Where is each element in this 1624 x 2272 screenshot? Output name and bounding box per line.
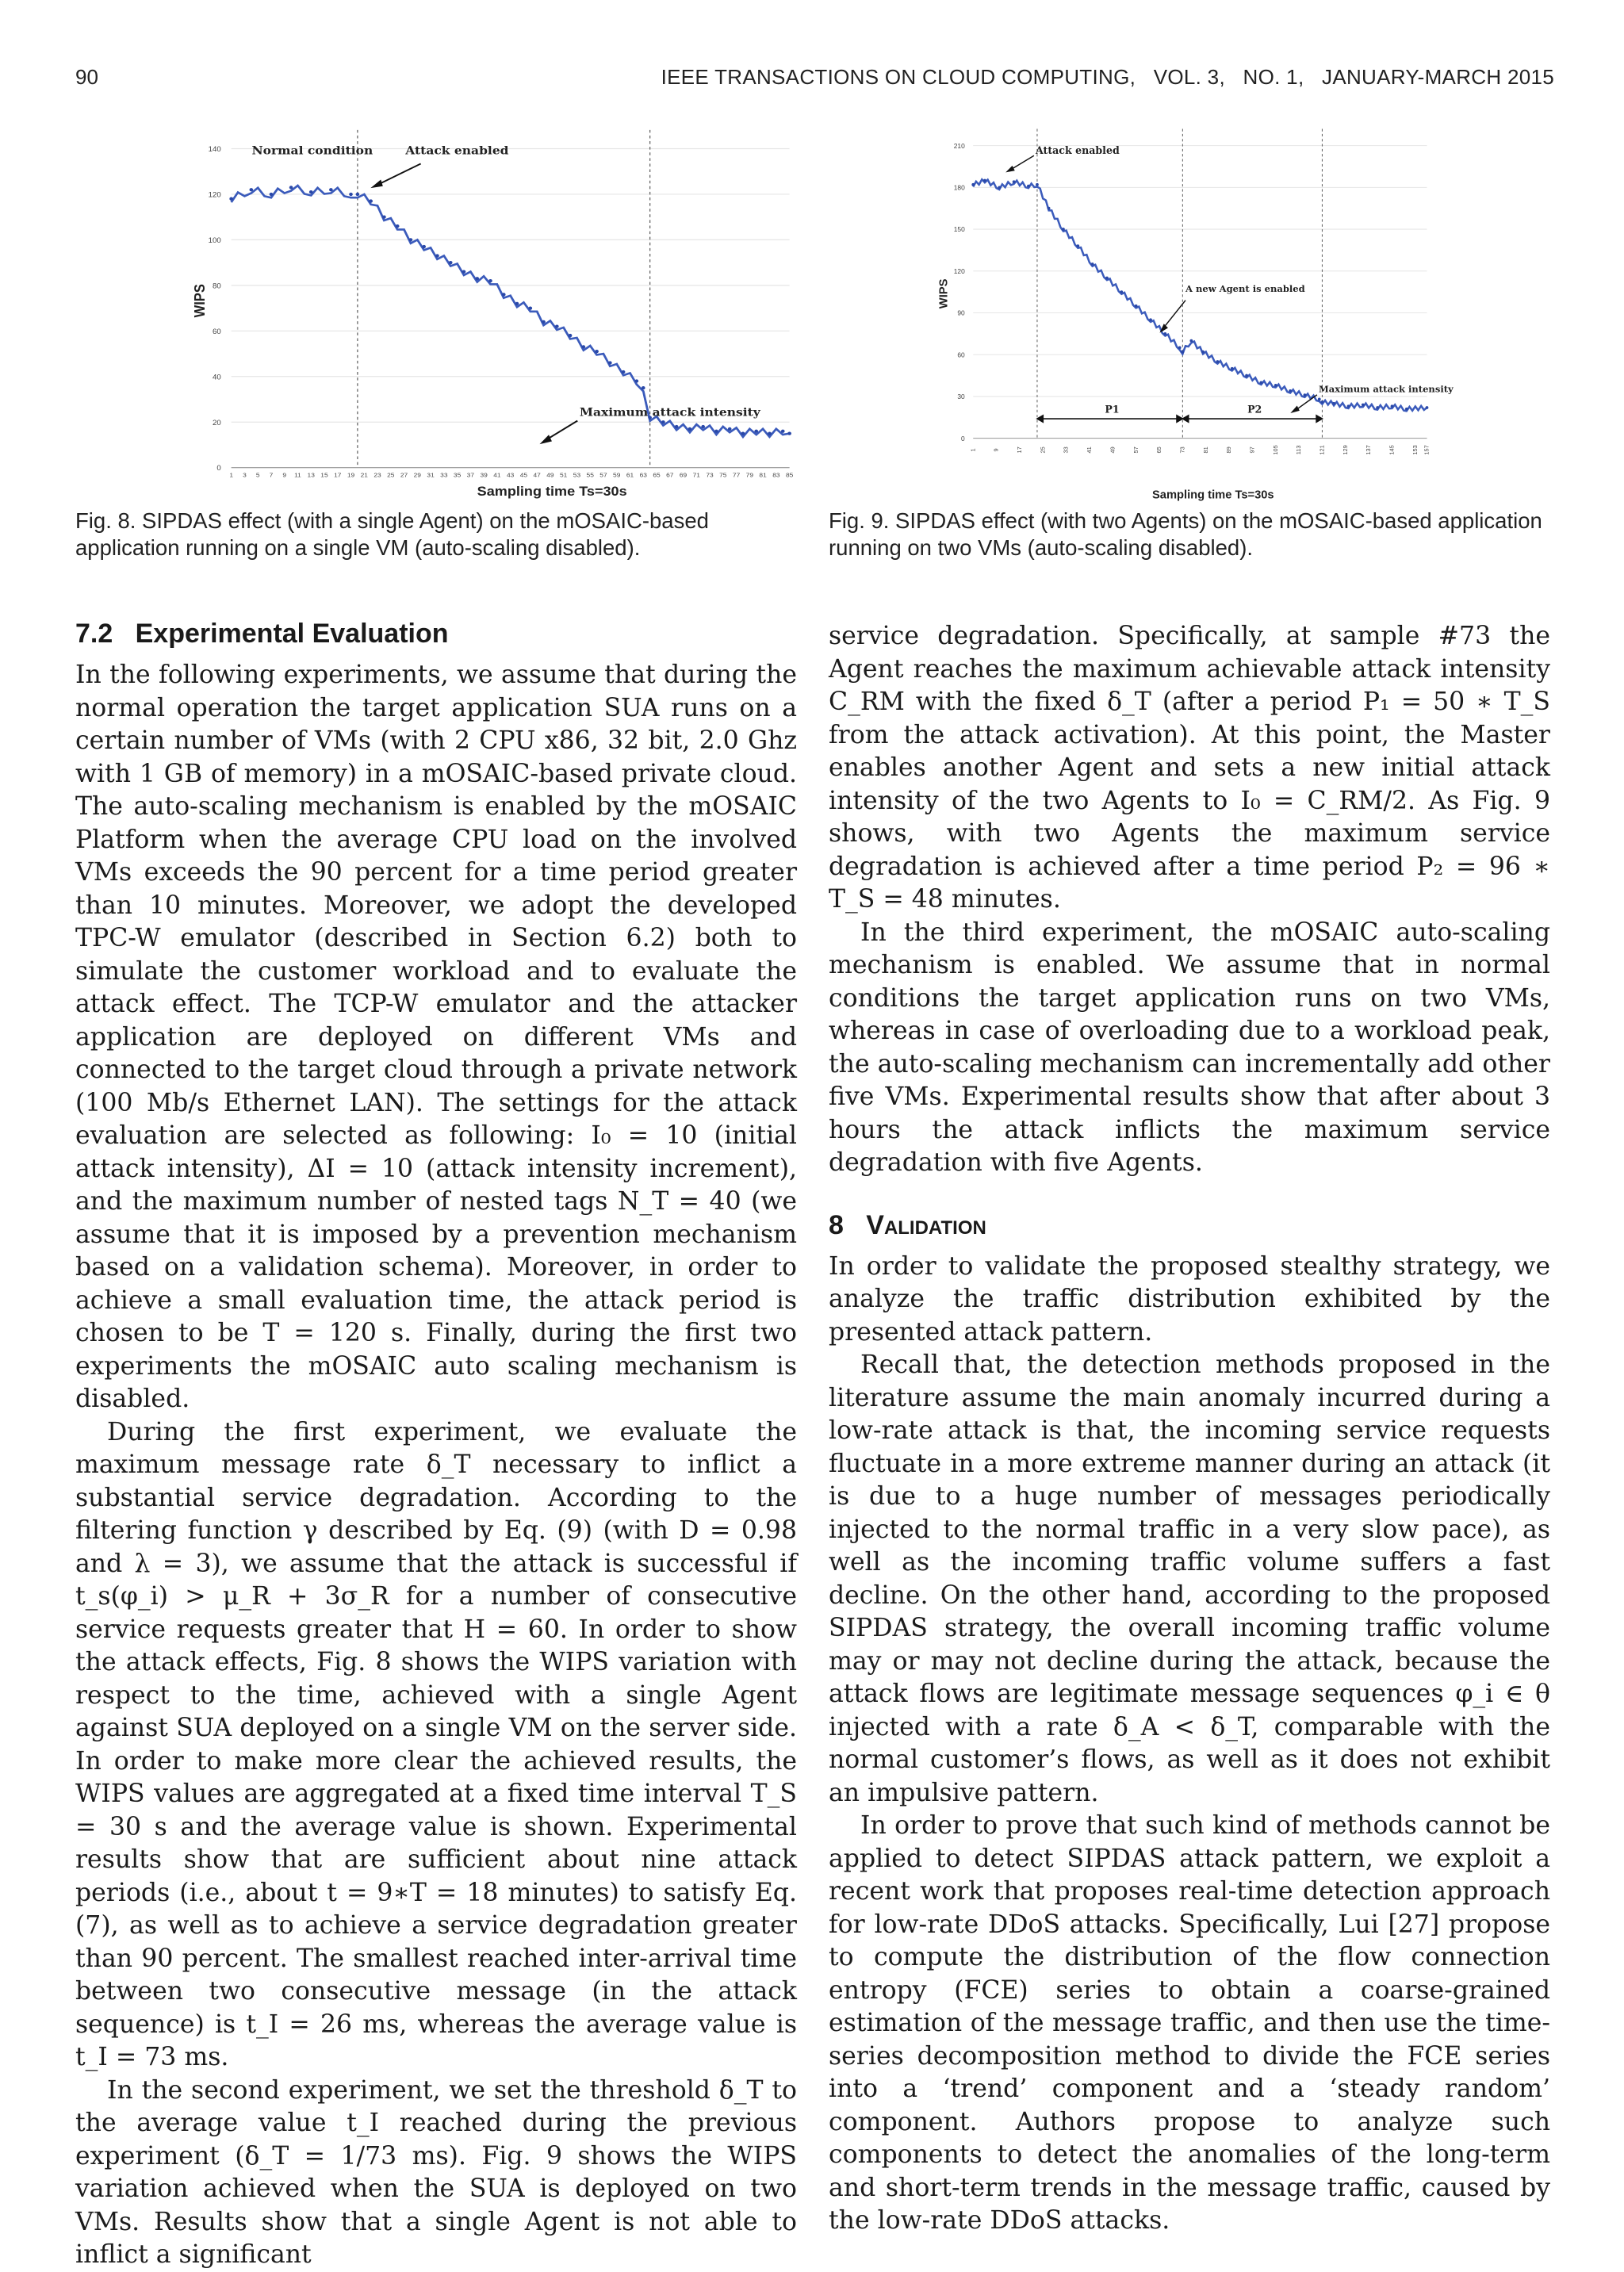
fig9-arrow-new-agent bbox=[1162, 301, 1185, 330]
paragraph: In order to validate the proposed stealthy strategy, we analyze the traffic distribution exhibited by the presented attack pattern. bbox=[829, 1251, 1550, 1347]
f8-xtick-label: 75 bbox=[719, 471, 727, 479]
f9-xtick-label: 25 bbox=[1039, 446, 1047, 454]
f8-data-point bbox=[787, 431, 791, 435]
f8-data-point bbox=[728, 427, 732, 431]
f8-ytick-label: 0 bbox=[216, 464, 221, 473]
f8-xtick-label: 81 bbox=[759, 471, 767, 479]
f9-xtick-label: 137 bbox=[1365, 445, 1373, 455]
f8-xtick-label: 5 bbox=[255, 471, 260, 479]
f8-xtick-label: 83 bbox=[772, 471, 780, 479]
f8-xtick-label: 27 bbox=[400, 471, 408, 479]
f8-xtick-label: 3 bbox=[243, 471, 247, 479]
f8-ytick-label: 60 bbox=[212, 328, 221, 335]
f8-data-point bbox=[542, 320, 546, 324]
f8-ytick-label: 40 bbox=[212, 373, 221, 381]
fig9-ylabel: WIPS bbox=[937, 278, 951, 309]
f8-data-point bbox=[422, 245, 426, 248]
f9-xtick-label: 121 bbox=[1318, 445, 1326, 455]
f8-data-point bbox=[595, 350, 599, 353]
f8-xtick-label: 53 bbox=[573, 471, 581, 479]
f8-xtick-label: 29 bbox=[413, 471, 421, 479]
fig8-xlabel: Sampling time Ts=30s bbox=[477, 483, 627, 499]
f8-xtick-label: 69 bbox=[679, 471, 688, 479]
section-title-8 bbox=[829, 1210, 1550, 1241]
f9-xtick-label: 57 bbox=[1132, 446, 1139, 454]
f8-xtick-label: 77 bbox=[732, 471, 741, 479]
f9-ytick-label: 180 bbox=[953, 183, 965, 192]
f9-ytick-label: 60 bbox=[957, 351, 965, 359]
fig8-annotation-normal: Normal condition bbox=[251, 144, 373, 158]
f9-xtick-label: 41 bbox=[1086, 446, 1094, 454]
fig9-arrowhead-max bbox=[1290, 406, 1300, 413]
paragraph: In the third experiment, the mOSAIC auto-scaling mechanism is enabled. We assume that in normal conditions the target application runs on two VMs, whereas in case of overloading due to a workload peak, the auto-scaling mechanism can incrementally add other five VMs. Experimental results show that after about 3 hours the attack inflicts the maximum service degradation with five Agents. bbox=[829, 918, 1550, 1177]
f8-data-point bbox=[356, 193, 360, 196]
f9-data-point bbox=[1391, 404, 1394, 408]
f8-xtick-label: 9 bbox=[282, 471, 287, 479]
f8-data-point bbox=[569, 334, 573, 337]
f8-xtick-label: 43 bbox=[506, 471, 515, 479]
f8-data-point bbox=[688, 427, 692, 431]
f9-data-point bbox=[1362, 404, 1365, 407]
section-number: 8 bbox=[829, 1209, 844, 1240]
f8-data-point bbox=[309, 190, 313, 193]
f9-data-point bbox=[1076, 244, 1079, 247]
fig9-period-arrowhead bbox=[1037, 416, 1043, 422]
f8-xtick-label: 31 bbox=[427, 471, 435, 479]
fig8-arrowhead-max bbox=[539, 435, 552, 444]
paragraph: In order to prove that such kind of methods cannot be applied to detect SIPDAS attack pattern, we exploit a recent work that proposes real-time detection approach for low-rate DDoS attacks. Specifically, Lui [27] propose to compute the distribution of the flow connection entropy (FCE) series to obtain a coarse-grained estimation of the message traffic, and then use the time-series decomposition method to divide the FCE series into a ‘trend’ component and a ‘steady random’ component. Authors propose to analyze such components to detect the anomalies of the long-term and short-term trends in the message traffic, caused by the low-rate DDoS attacks. bbox=[829, 1811, 1550, 2235]
f8-data-point bbox=[754, 430, 758, 433]
f8-xtick-label: 71 bbox=[692, 471, 700, 479]
fig8-chart bbox=[190, 121, 805, 505]
f8-data-point bbox=[369, 199, 373, 202]
f8-data-point bbox=[229, 197, 233, 201]
f9-data-point bbox=[1332, 402, 1335, 405]
fig9-period-arrowhead bbox=[1316, 416, 1322, 422]
f9-data-point bbox=[1036, 183, 1039, 186]
paragraph: In the following experiments, we assume that during the normal operation the target application SUA runs on a certain number of VMs (with 2 CPU x86, 32 bit, 2.0 Ghz with 1 GB of memory) in a mOSAIC-based private cloud. The auto-scaling mechanism is enabled by the mOSAIC Platform when the average CPU load on the involved VMs exceeds the 90 percent for a time period greater than 10 minutes. Moreover, we adopt the developed TPC-W emulator (described in Section 6.2) both to simulate the customer workload and to evaluate the attack effect. The TCP-W emulator and the attacker application are deployed on different VMs and connected to the target cloud through a private network (100 Mb/s Ethernet LAN). The settings for the attack evaluation are selected as following: I₀ = 10 (initial attack intensity), ΔI = 10 (attack intensity increment), and the maximum number of nested tags N_T = 40 (we assume that it is imposed by a prevention mechanism based on a validation schema). Moreover, in order to achieve a small evaluation time, the attack period is chosen to be T = 120 s. Finally, during the first two experiments the mOSAIC auto scaling mechanism is disabled. bbox=[75, 661, 797, 1413]
f9-ytick-label: 120 bbox=[953, 266, 965, 275]
f8-xtick-label: 39 bbox=[480, 471, 488, 479]
f9-data-point bbox=[1149, 318, 1152, 321]
f9-xtick-label: 73 bbox=[1178, 446, 1186, 454]
section-title-7-2: 7.2 Experimental Evaluation bbox=[75, 619, 449, 649]
f9-ytick-label: 210 bbox=[953, 141, 965, 150]
f8-xtick-label: 13 bbox=[307, 471, 315, 479]
f8-data-point bbox=[768, 431, 772, 435]
f8-data-point bbox=[675, 425, 679, 428]
f9-ytick-label: 90 bbox=[957, 308, 965, 317]
f8-xtick-label: 61 bbox=[626, 471, 634, 479]
f9-data-point bbox=[1245, 374, 1248, 377]
f9-data-point bbox=[1201, 351, 1205, 354]
f9-xtick-label: 1 bbox=[969, 448, 977, 452]
figure-8-caption: Fig. 8. SIPDAS effect (with a single Agent) on the mOSAIC-based application running on a single VM (auto-scaling disabled). bbox=[75, 508, 709, 560]
f9-xtick-label: 157 bbox=[1423, 445, 1431, 455]
f9-data-point bbox=[1120, 290, 1123, 293]
f8-ytick-label: 140 bbox=[208, 145, 221, 153]
paragraph: Recall that, the detection methods proposed in the literature assume the main anomaly incurred during a low-rate attack is that, the incoming service requests fluctuate in a more extreme manner during an attack (it is due to a huge number of messages periodically injected to the normal traffic in a very slow pace), as well as the incoming traffic volume suffers a fast decline. On the other hand, according to the proposed SIPDAS strategy, the overall incoming traffic volume may or may not decline during the attack, because the attack flows are legitimate message sequences φ_i ∈ θ injected with a rate δ_A < δ_T, comparable with the normal customer’s flows, as well as it does not exhibit an impulsive pattern. bbox=[829, 1351, 1550, 1807]
journal-header: IEEE TRANSACTIONS ON CLOUD COMPUTING, VOL. 3, NO. 1, JANUARY-MARCH 2015 bbox=[661, 65, 1554, 89]
f8-data-point bbox=[449, 261, 453, 264]
fig9-period-arrowhead bbox=[1182, 416, 1188, 422]
f9-data-point bbox=[1013, 180, 1016, 183]
f9-ytick-label: 150 bbox=[953, 225, 965, 234]
fig8-arrowhead-attack bbox=[370, 180, 383, 189]
f9-data-point bbox=[1189, 339, 1193, 343]
fig9-annotation-new-agent: A new Agent is enabled bbox=[1185, 283, 1305, 295]
f8-data-point bbox=[249, 188, 253, 191]
fig8-annotation-max: Maximum attack intensity bbox=[579, 405, 760, 420]
f8-xtick-label: 47 bbox=[533, 471, 541, 479]
paragraph: service degradation. Specifically, at sample #73 the Agent reaches the maximum achievable attack intensity C_RM with the fixed δ_T (after a period P₁ = 50 ∗ T_S from the attack activation). At this point, the Master enables another Agent and sets a new initial attack intensity of the two Agents to I₀ = C_RM/2. As Fig. 9 shows, with two Agents the maximum service degradation is achieved after a time period P₂ = 96 ∗ T_S = 48 minutes. bbox=[829, 622, 1550, 914]
f8-data-point bbox=[488, 279, 492, 282]
f8-xtick-label: 21 bbox=[360, 471, 368, 479]
fig9-xlabel: Sampling time Ts=30s bbox=[1152, 488, 1274, 502]
f8-data-point bbox=[528, 306, 532, 309]
f8-data-point bbox=[462, 270, 466, 273]
f9-data-point bbox=[1405, 408, 1408, 411]
fig9-period-p2: P2 bbox=[1247, 403, 1262, 416]
f8-xtick-label: 65 bbox=[653, 471, 661, 479]
f9-data-point bbox=[1274, 384, 1277, 387]
f8-data-point bbox=[635, 379, 639, 382]
f9-data-point bbox=[1376, 406, 1379, 409]
f9-data-point bbox=[1178, 347, 1182, 350]
f9-ytick-label: 30 bbox=[957, 393, 965, 401]
fig9-period-p1: P1 bbox=[1105, 403, 1120, 416]
f9-xtick-label: 81 bbox=[1201, 446, 1209, 454]
f9-xtick-label: 9 bbox=[992, 448, 1000, 452]
f9-xtick-label: 17 bbox=[1016, 446, 1024, 454]
f8-data-point bbox=[781, 430, 785, 433]
fig8-series-line bbox=[232, 186, 790, 437]
f8-xtick-label: 41 bbox=[493, 471, 501, 479]
f8-data-point bbox=[701, 425, 705, 428]
f8-xtick-label: 17 bbox=[334, 471, 342, 479]
f9-data-point bbox=[1318, 398, 1321, 401]
f8-data-point bbox=[515, 302, 519, 305]
f8-xtick-label: 55 bbox=[586, 471, 594, 479]
f9-data-point bbox=[1163, 332, 1166, 335]
f8-xtick-label: 1 bbox=[229, 471, 234, 479]
f9-data-point bbox=[971, 183, 975, 186]
f8-ytick-label: 100 bbox=[208, 236, 221, 244]
figure-9-caption: Fig. 9. SIPDAS effect (with two Agents) on the mOSAIC-based application running on two VMs (auto-scaling disabled). bbox=[829, 508, 1542, 560]
f8-xtick-label: 49 bbox=[546, 471, 554, 479]
fig8-annotation-attack: Attack enabled bbox=[405, 144, 509, 158]
f8-xtick-label: 19 bbox=[347, 471, 355, 479]
f9-xtick-label: 153 bbox=[1411, 445, 1419, 455]
figure-9 bbox=[936, 121, 1454, 505]
f8-xtick-label: 11 bbox=[294, 471, 301, 479]
f8-xtick-label: 67 bbox=[666, 471, 674, 479]
f8-data-point bbox=[329, 188, 333, 191]
f9-data-point bbox=[1062, 228, 1065, 231]
f9-xtick-label: 89 bbox=[1225, 446, 1233, 454]
f8-data-point bbox=[270, 193, 274, 196]
f8-xtick-label: 57 bbox=[599, 471, 607, 479]
f8-ytick-label: 80 bbox=[212, 282, 221, 290]
f8-xtick-label: 33 bbox=[440, 471, 448, 479]
right-column bbox=[829, 620, 1550, 2238]
f8-data-point bbox=[608, 361, 612, 364]
f9-data-point bbox=[1027, 185, 1030, 188]
figure-8 bbox=[190, 121, 805, 505]
f9-data-point bbox=[1260, 381, 1263, 384]
f9-data-point bbox=[1321, 400, 1324, 404]
paragraph: During the first experiment, we evaluate the maximum message rate δ_T necessary to inflict a substantial service degradation. According to the filtering function γ described by Eq. (9) (with D = 0.98 and λ = 3), we assume that the attack is successful if t_s(φ_i) > μ_R + 3σ_R for a number of consecutive service requests greater that H = 60. In order to show the attack effects, Fig. 8 shows the WIPS variation with respect to the time, achieved with a single Agent against SUA deployed on a single VM on the server side. In order to make more clear the achieved results, the WIPS values are aggregated at a fixed time interval T_S = 30 s and the average value is shown. Experimental results show that are sufficient about nine attack periods (i.e., about t = 9∗T = 18 minutes) to satisfy Eq. (7), as well as to achieve a service degradation greater than 90 percent. The smallest reached inter-arrival time between two consecutive message (in the attack sequence) is t_I = 26 ms, whereas the average value is t_I = 73 ms. bbox=[75, 1417, 797, 2071]
f9-ytick-label: 0 bbox=[961, 434, 965, 443]
f8-ytick-label: 20 bbox=[212, 419, 221, 427]
fig9-annotation-max: Maximum attack intensity bbox=[1319, 383, 1454, 395]
section-name: Validation bbox=[866, 1209, 986, 1240]
f8-data-point bbox=[409, 238, 413, 241]
f8-xtick-label: 59 bbox=[613, 471, 621, 479]
f8-data-point bbox=[582, 345, 586, 348]
f9-data-point bbox=[983, 179, 986, 182]
f8-data-point bbox=[396, 224, 400, 228]
f8-xtick-label: 51 bbox=[560, 471, 568, 479]
f9-xtick-label: 113 bbox=[1295, 445, 1303, 455]
f8-ytick-label: 120 bbox=[208, 190, 221, 199]
f8-xtick-label: 23 bbox=[373, 471, 381, 479]
f9-data-point bbox=[1048, 207, 1051, 210]
f8-data-point bbox=[435, 254, 439, 257]
f8-xtick-label: 37 bbox=[466, 471, 475, 479]
f9-data-point bbox=[1091, 262, 1094, 266]
f9-data-point bbox=[1216, 360, 1219, 363]
page-number: 90 bbox=[75, 65, 98, 89]
f8-data-point bbox=[502, 293, 506, 296]
f9-xtick-label: 97 bbox=[1248, 446, 1256, 454]
paragraph: In the second experiment, we set the threshold δ_T to the average value t_I reached during the previous experiment (δ_T = 1/73 ms). Fig. 9 shows the WIPS variation achieved when the SUA is deployed on two VMs. Results show that a single Agent is not able to inflict a significant bbox=[75, 2075, 797, 2269]
f9-data-point bbox=[1347, 404, 1350, 408]
f9-data-point bbox=[1135, 305, 1138, 308]
fig9-series-line bbox=[973, 179, 1427, 411]
f9-data-point bbox=[1181, 351, 1184, 354]
f9-data-point bbox=[998, 186, 1001, 189]
f8-xtick-label: 15 bbox=[320, 471, 328, 479]
f8-xtick-label: 73 bbox=[706, 471, 714, 479]
f8-data-point bbox=[289, 186, 293, 189]
fig9-annotation-attack: Attack enabled bbox=[1036, 144, 1120, 157]
f9-data-point bbox=[1304, 393, 1307, 397]
f9-xtick-label: 33 bbox=[1062, 446, 1070, 454]
fig9-chart bbox=[936, 121, 1454, 505]
f8-xtick-label: 25 bbox=[387, 471, 395, 479]
left-column bbox=[75, 619, 797, 2272]
f8-data-point bbox=[382, 216, 386, 219]
fig9-arrowhead-attack bbox=[1005, 166, 1015, 172]
f8-xtick-label: 63 bbox=[639, 471, 647, 479]
f8-data-point bbox=[622, 370, 626, 374]
f9-xtick-label: 129 bbox=[1341, 445, 1349, 455]
f8-data-point bbox=[714, 430, 718, 433]
f9-xtick-label: 65 bbox=[1155, 446, 1163, 454]
f8-data-point bbox=[661, 420, 665, 423]
f9-xtick-label: 49 bbox=[1109, 446, 1116, 454]
f8-xtick-label: 85 bbox=[785, 471, 794, 479]
f8-xtick-label: 79 bbox=[745, 471, 754, 479]
f9-data-point bbox=[1231, 367, 1234, 370]
f8-xtick-label: 35 bbox=[453, 471, 462, 479]
fig8-ylabel: WIPS bbox=[191, 284, 209, 318]
f9-data-point bbox=[1426, 406, 1429, 409]
f8-data-point bbox=[555, 324, 559, 328]
f8-data-point bbox=[642, 386, 645, 389]
f9-data-point bbox=[1105, 277, 1109, 280]
f9-xtick-label: 145 bbox=[1388, 445, 1396, 455]
f8-xtick-label: 7 bbox=[269, 471, 274, 479]
f8-data-point bbox=[475, 277, 479, 280]
f8-data-point bbox=[349, 193, 353, 196]
f9-data-point bbox=[1289, 389, 1292, 393]
f8-xtick-label: 45 bbox=[519, 471, 528, 479]
f9-xtick-label: 105 bbox=[1271, 445, 1279, 455]
f8-data-point bbox=[741, 431, 745, 435]
